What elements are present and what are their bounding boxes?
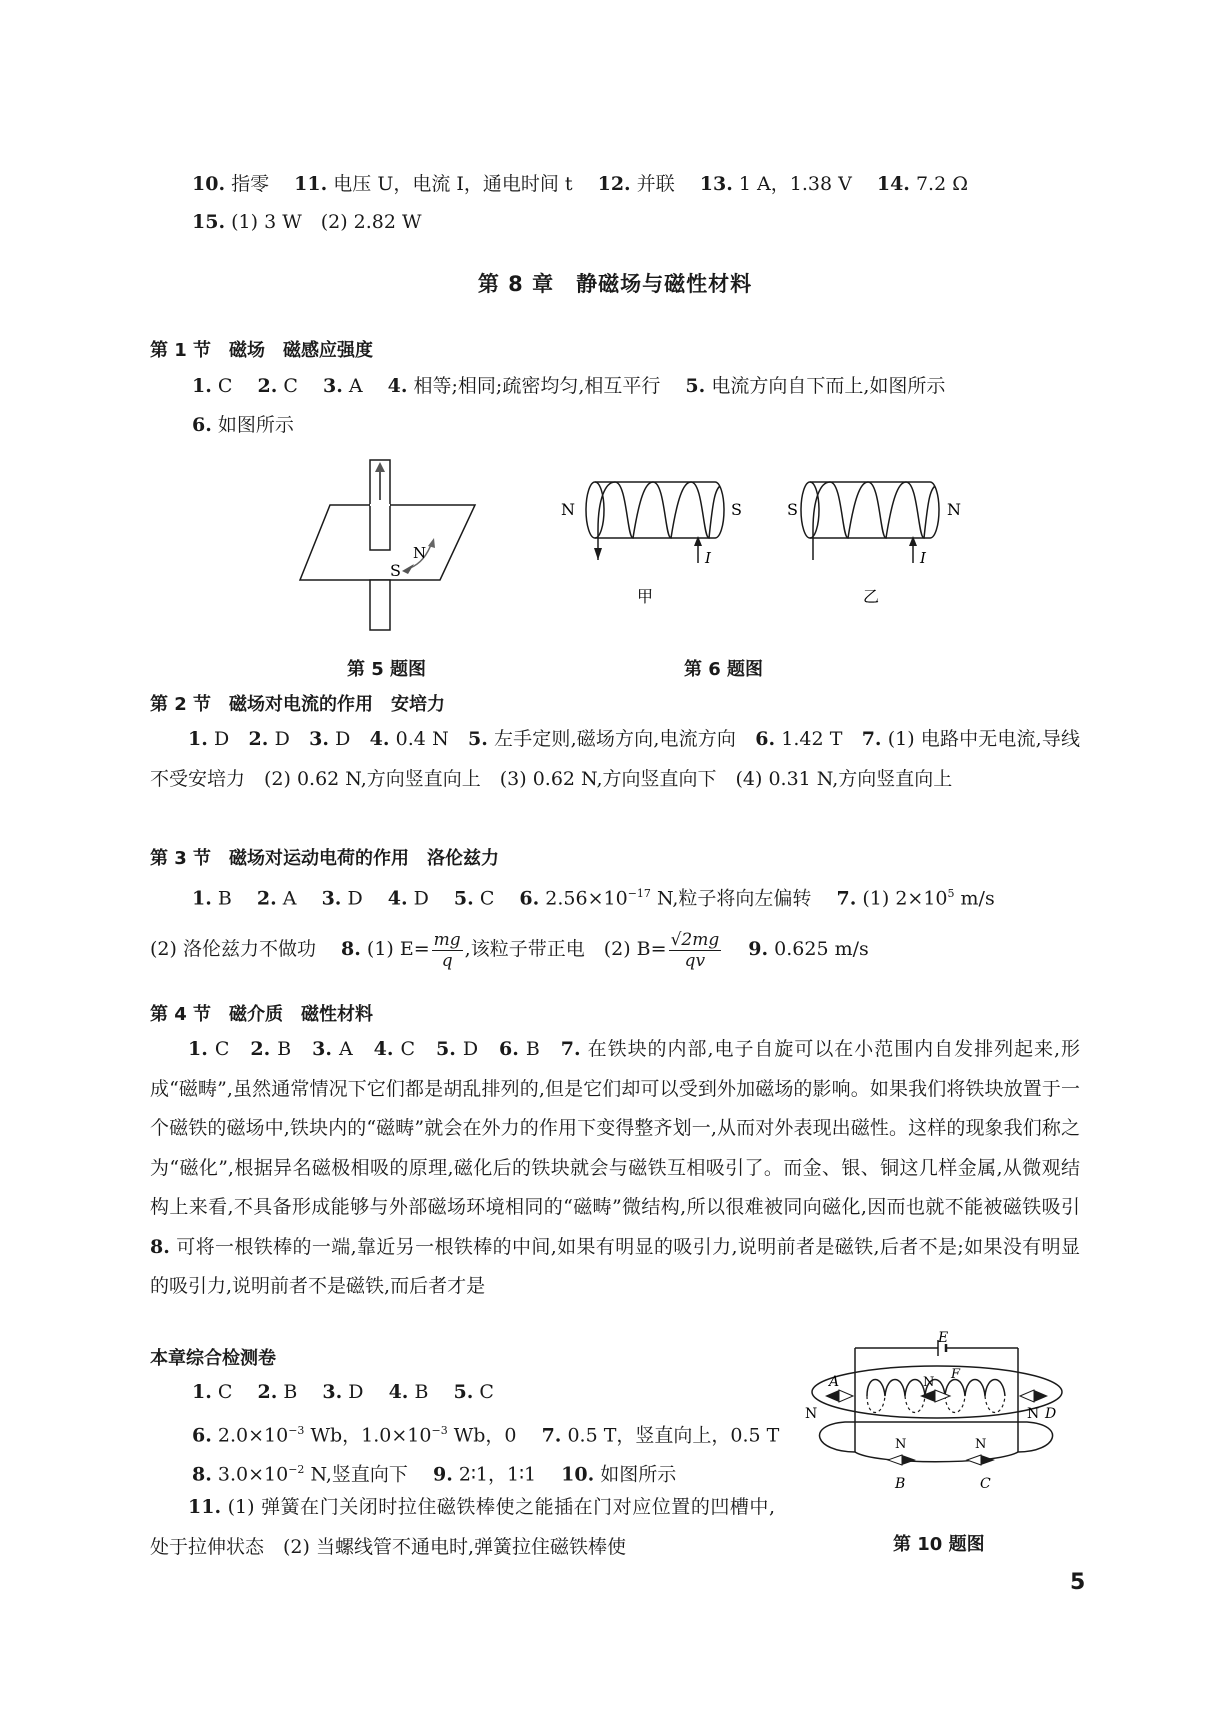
fig6b-name: 乙 — [863, 587, 880, 606]
s1-answer-6: 6. 如图所示 — [192, 414, 294, 436]
fraction-root2mg-over-qv: $\frac{√2mg}{qv}$ — [670, 929, 720, 971]
fig5-label-s: S — [390, 561, 401, 580]
s5-answers-8-10: 8. $3.0\times 10^{-2}$ N,竖直向下 9. 2∶1，1∶1 10. 如图所示 — [192, 1463, 677, 1486]
s3-answers-7-9: (2) 洛伦兹力不做功 8. (1) E= $\frac{mg}{q}$ ,该粒子带正电 (2) B= $\frac{√2mg}{qv}$ 9. 0.625 m/s — [150, 929, 869, 971]
s5-answers-1-5: 1. C 2. B 3. D 4. B 5. C — [192, 1381, 494, 1403]
s5-answer-11-paragraph: 11. (1) 弹簧在门关闭时拉住磁铁棒使之能插在门对应位置的凹槽中,处于拉伸状态 (2) 当螺线管不通电时,弹簧拉住磁铁棒使 — [150, 1496, 775, 1558]
fig6b-left-pole: S — [787, 500, 798, 519]
section-3-title: 第 3 节 磁场对运动电荷的作用 洛伦兹力 — [150, 848, 500, 869]
s2-answers-paragraph: 1. D 2. D 3. D 4. 0.4 N 5. 左手定则,磁场方向,电流方向 6. 1.42 T 7. (1) 电路中无电流,导线不受安培力 (2) 0.62 N,方向竖直向上 (3) 0.62 N,方向竖直向下 (4) 0.31 N,方向竖直向上 — [150, 728, 1080, 790]
fig10-label-n-center: N — [923, 1375, 935, 1390]
fig10-label-a: A — [829, 1374, 840, 1390]
section-5-title: 本章综合检测卷 — [150, 1348, 276, 1369]
fig10-label-b: B — [895, 1476, 906, 1492]
s4-answers-paragraph: 1. C 2. B 3. A 4. C 5. D 6. B 7. 在铁块的内部,电子自旋可以在小范围内自发排列起来,形成“磁畴”,虽然通常情况下它们都是胡乱排列的,但是它们却可以受到外加磁场的影响。如果我们将铁块放置于一个磁铁的磁场中,铁块内的“磁畴”就会在外力的作用下变得整齐划一,从而对外表现出磁性。这样的现象我们称之为“磁化”,根据异名磁极相吸的原理,磁化后的铁块就会与磁铁互相吸引了。而金、银、铜这几样金属,从微观结构上来看,不具备形成能够与外部磁场环境相同的“磁畴”微结构,所以很难被同向磁化,因而也就不能被磁铁吸引 8. 可将一根铁棒的一端,靠近另一根铁棒的中间,如果有明显的吸引力,说明前者是磁铁,后者不是;如果没有明显的吸引力,说明前者不是磁铁,而后者才是 — [150, 1038, 1100, 1297]
fig6b-current: I — [920, 549, 926, 567]
fig6b-right-pole: N — [947, 500, 961, 519]
fig10-label-c: C — [980, 1476, 991, 1492]
s5-answers-6-7: 6. $2.0\times 10^{-3}$ Wb，$1.0\times 10^{-3}$ Wb，0 7. 0.5 T，竖直向上，0.5 T — [192, 1424, 780, 1447]
s1-answers-1-5: 1. C 2. C 3. A 4. 相等;相同;疏密均匀,相互平行 5. 电流方向自下而上,如图所示 — [192, 375, 946, 397]
answers-line-15: 15. (1) 3 W (2) 2.82 W — [192, 211, 422, 233]
fig6a-left-pole: N — [561, 500, 575, 519]
fig10-label-f: F — [951, 1367, 961, 1382]
page-number: 5 — [1070, 1570, 1086, 1595]
figure-5-caption: 第 5 题图 — [347, 659, 427, 680]
figure-6-caption: 第 6 题图 — [684, 659, 764, 680]
s3-answers-1-7: 1. B 2. A 3. D 4. D 5. C 6. $2.56\times 10^{-17}$ N,粒子将向左偏转 7. (1) $2\times 10^5$ m/s — [192, 887, 995, 910]
fig10-label-n-b: N — [895, 1437, 907, 1452]
fig10-label-n-right: N — [1027, 1406, 1040, 1422]
fig6a-name: 甲 — [637, 587, 654, 606]
fig10-label-e: E — [938, 1330, 949, 1346]
answers-line-10-14: 10. 指零 11. 电压 U，电流 I，通电时间 t 12. 并联 13. 1 A，1.38 V 14. 7.2 Ω — [192, 173, 968, 195]
chapter-title: 第 8 章 静磁场与磁性材料 — [477, 272, 753, 296]
fig6a-current: I — [705, 549, 711, 567]
fig5-label-n: N — [413, 544, 427, 562]
fig10-label-n-left: N — [805, 1406, 818, 1422]
fraction-mg-over-q: $\frac{mg}{q}$ — [433, 929, 461, 971]
fig6a-right-pole: S — [731, 500, 742, 519]
fig10-label-d: D — [1045, 1406, 1057, 1422]
fig10-label-n-c: N — [975, 1437, 987, 1452]
section-4-title: 第 4 节 磁介质 磁性材料 — [150, 1004, 374, 1025]
section-1-title: 第 1 节 磁场 磁感应强度 — [150, 340, 374, 361]
figure-5-diagram — [290, 450, 490, 640]
section-2-title: 第 2 节 磁场对电流的作用 安培力 — [150, 694, 446, 715]
figure-6-diagram — [555, 460, 975, 620]
figure-10-diagram — [795, 1330, 1075, 1515]
figure-10-caption: 第 10 题图 — [893, 1534, 985, 1555]
